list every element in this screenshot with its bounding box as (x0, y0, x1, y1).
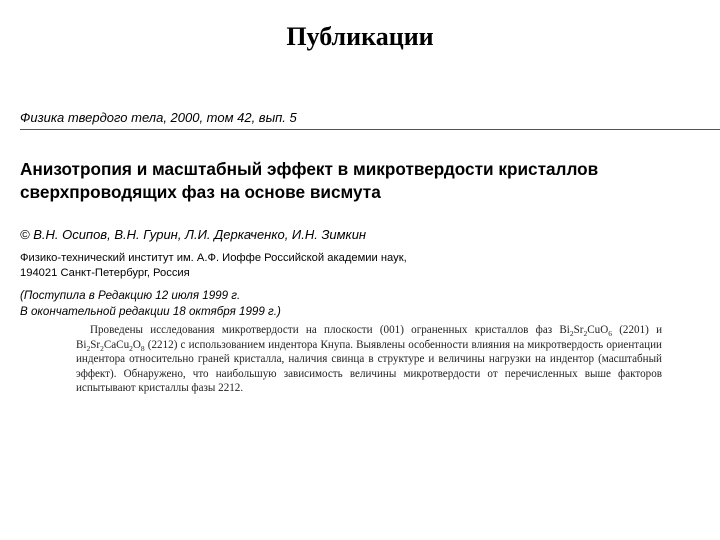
article-title (20, 158, 710, 204)
received-dates (20, 288, 710, 320)
article-title-line-1: Анизотропия и масштабный эффект в микротвердости кристаллов (20, 159, 599, 179)
abstract-text-2: (2201) и Bi (76, 324, 663, 351)
formula-subscript: 2 (583, 329, 588, 339)
formula-text: Sr (573, 324, 584, 336)
formula-subscript: 6 (608, 329, 612, 339)
formula-text: CuO (587, 324, 609, 336)
abstract-text-3: (2212) с использованием индентора Кнупа. Выявлены особенности влияния на микротвердость ориентации индентора относительно граней кристалла, наличия свинца в структуре и величины нагрузки на индентор (масштабный эффект). Обнаружено, что наибольшую зависимость величины микротвердости от перечисленных выше факторов испытывают кристаллы фазы 2212. (76, 338, 662, 394)
formula-text: Sr (90, 338, 101, 351)
formula-text: CaCu (103, 338, 130, 351)
article-affiliation (20, 251, 710, 281)
affiliation-line-1: Физико-технический институт им. А.Ф. Иоффе Российской академии наук, (20, 252, 407, 264)
formula-subscript: 2 (569, 329, 574, 339)
formula-subscript: 2 (100, 343, 104, 353)
article-authors: © В.Н. Осипов, В.Н. Гурин, Л.И. Деркаченко, И.Н. Зимкин (20, 227, 367, 242)
received-line-1: (Поступила в Редакцию 12 июля 1999 г. (20, 289, 241, 302)
abstract-paragraph (76, 323, 662, 396)
received-line-2: В окончательной редакции 18 октября 1999 г.) (20, 305, 281, 318)
article-title-line-2: сверхпроводящих фаз на основе висмута (20, 182, 381, 202)
formula-subscript: 8 (140, 343, 145, 353)
formula-subscript: 2 (129, 343, 133, 353)
affiliation-line-2: 194021 Санкт-Петербург, Россия (20, 267, 190, 279)
formula-text: O (132, 338, 141, 351)
journal-citation: Физика твердого тела, 2000, том 42, вып. 5 (20, 110, 297, 125)
abstract-text-1: Проведены исследования микротвердости на плоскости (001) ограненных кристаллов фаз Bi (90, 324, 570, 336)
slide-title: Публикации (286, 22, 434, 51)
formula-subscript: 2 (86, 343, 91, 353)
header-divider (20, 129, 720, 130)
